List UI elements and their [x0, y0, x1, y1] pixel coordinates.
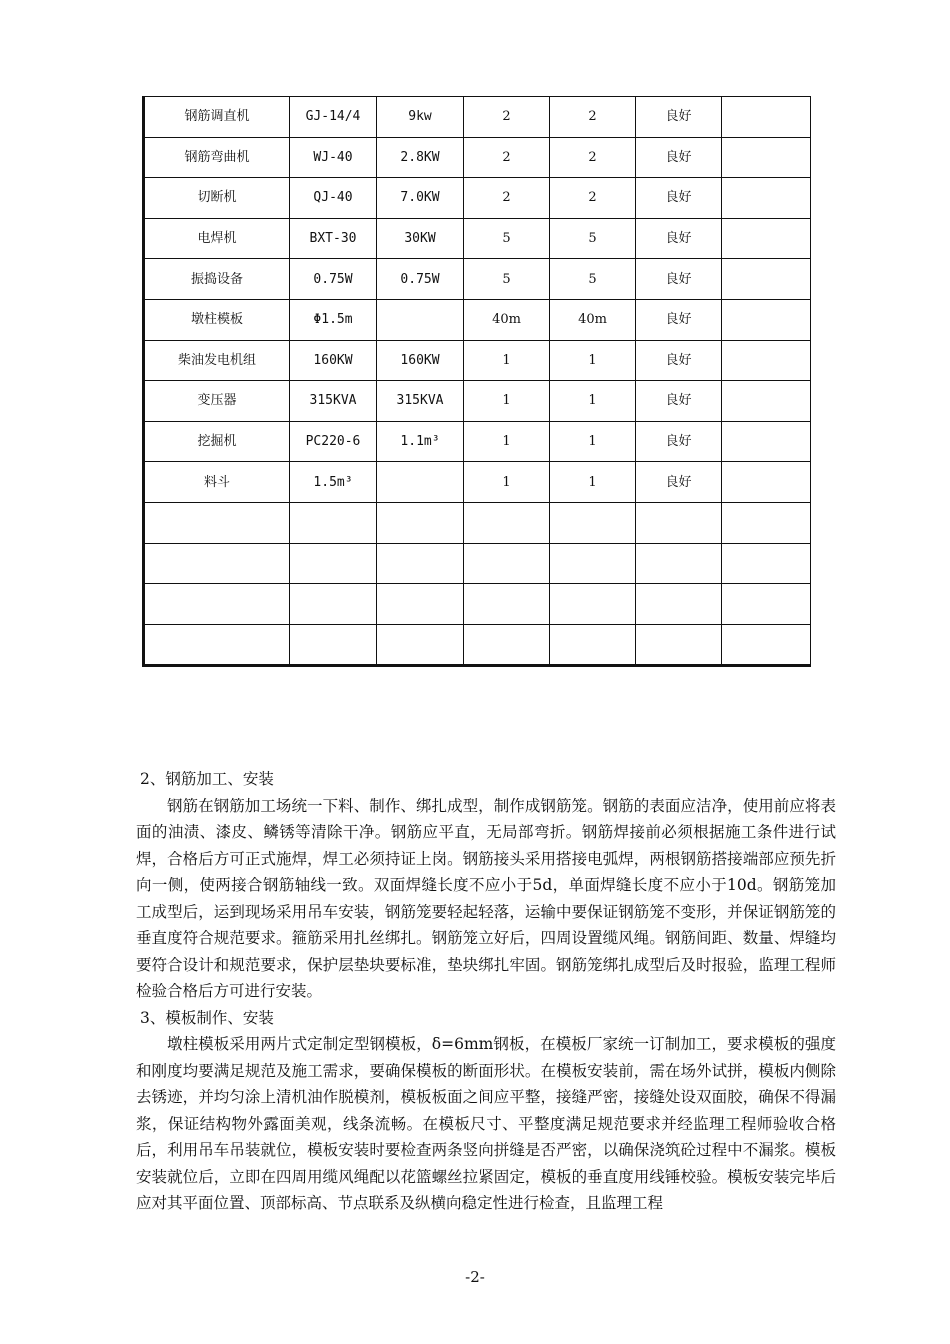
table-cell: [377, 462, 464, 503]
table-cell: QJ-40: [290, 178, 377, 219]
table-cell: 良好: [636, 299, 722, 340]
table-cell: PC220-6: [290, 421, 377, 462]
table-cell: 1: [464, 421, 550, 462]
table-cell: 良好: [636, 259, 722, 300]
table-cell: [722, 218, 811, 259]
table-cell: 柴油发电机组: [144, 340, 290, 381]
table-cell: [722, 299, 811, 340]
table-row: [144, 462, 811, 503]
table-cell: 5: [464, 259, 550, 300]
table-cell: [550, 502, 636, 543]
table-row: [144, 137, 811, 178]
table-cell: [464, 502, 550, 543]
table-cell: [722, 97, 811, 138]
table-cell: 料斗: [144, 462, 290, 503]
table-cell: [377, 299, 464, 340]
table-cell: [290, 502, 377, 543]
table-cell: 160KW: [290, 340, 377, 381]
table-cell: [722, 381, 811, 422]
table-cell: 墩柱模板: [144, 299, 290, 340]
table-row: [144, 218, 811, 259]
table-cell: 30KW: [377, 218, 464, 259]
table-cell: [377, 502, 464, 543]
table-cell: 1: [464, 381, 550, 422]
table-row: [144, 502, 811, 543]
table-cell: 良好: [636, 137, 722, 178]
table-row: [144, 97, 811, 138]
table-cell: 315KVA: [290, 381, 377, 422]
table-cell: 40m: [464, 299, 550, 340]
table-cell: [722, 340, 811, 381]
table-cell: 5: [550, 218, 636, 259]
table-cell: [144, 624, 290, 666]
section-paragraph-formwork: 墩柱模板采用两片式定制定型钢模板，δ=6mm钢板，在模板厂家统一订制加工，要求模板的强度和刚度均要满足规范及施工需求，要确保模板的断面形状。在模板安装前，需在场外试拼，模板内侧除去锈迹，并均匀涂上清机油作脱模剂，模板板面之间应平整，接缝严密，接缝处设双面胶，确保不得漏浆，保证结构物外露面美观，线条流畅。在模板尺寸、平整度满足规范要求并经监理工程师验收合格后，利用吊车吊装就位，模板安装时要检查两条竖向拼缝是否严密，以确保浇筑砼过程中不漏浆。模板安装就位后，立即在四周用缆风绳配以花篮螺丝拉紧固定，模板的垂直度用线锤校验。模板安装完毕后应对其平面位置、顶部标高、节点联系及纵横向稳定性进行检查，且监理工程: [136, 1035, 836, 1212]
table-cell: 挖掘机: [144, 421, 290, 462]
table-cell: 良好: [636, 421, 722, 462]
table-cell: [722, 584, 811, 625]
table-cell: [722, 259, 811, 300]
table-cell: 7.0KW: [377, 178, 464, 219]
table-cell: 5: [550, 259, 636, 300]
table-cell: 钢筋调直机: [144, 97, 290, 138]
table-cell: BXT-30: [290, 218, 377, 259]
table-cell: 9kw: [377, 97, 464, 138]
table-cell: [636, 543, 722, 584]
table-cell: 160KW: [377, 340, 464, 381]
table-row: [144, 421, 811, 462]
table-row: [144, 259, 811, 300]
table-cell: 2: [464, 97, 550, 138]
table-row: [144, 584, 811, 625]
table-row: [144, 299, 811, 340]
table-cell: [722, 462, 811, 503]
table-row: [144, 543, 811, 584]
table-cell: Φ1.5m: [290, 299, 377, 340]
table-cell: [290, 543, 377, 584]
table-cell: [722, 178, 811, 219]
table-cell: 良好: [636, 97, 722, 138]
table-row: [144, 381, 811, 422]
table-cell: [722, 543, 811, 584]
table-cell: [722, 137, 811, 178]
table-cell: [464, 543, 550, 584]
table-cell: 40m: [550, 299, 636, 340]
table-cell: [464, 624, 550, 666]
table-row: [144, 340, 811, 381]
table-cell: [290, 624, 377, 666]
table-cell: GJ-14/4: [290, 97, 377, 138]
table-cell: [464, 584, 550, 625]
table-cell: 2: [464, 137, 550, 178]
table-cell: 良好: [636, 381, 722, 422]
table-cell: 2: [550, 97, 636, 138]
table-cell: 315KVA: [377, 381, 464, 422]
section-heading-rebar: 2、钢筋加工、安装: [140, 770, 274, 788]
table-cell: 1.1m³: [377, 421, 464, 462]
table-cell: 1: [550, 340, 636, 381]
page-number: -2-: [465, 1268, 485, 1286]
table-cell: 0.75W: [377, 259, 464, 300]
table-cell: [144, 502, 290, 543]
section-heading-formwork: 3、模板制作、安装: [140, 1008, 274, 1027]
table-cell: [377, 624, 464, 666]
table-cell: 良好: [636, 462, 722, 503]
table-cell: 2: [550, 178, 636, 219]
table-cell: [290, 584, 377, 625]
body-text: [136, 766, 836, 1217]
table-cell: 良好: [636, 218, 722, 259]
table-cell: 电焊机: [144, 218, 290, 259]
table-cell: 1: [550, 421, 636, 462]
table-cell: [550, 543, 636, 584]
table-cell: 良好: [636, 178, 722, 219]
table-cell: [636, 624, 722, 666]
table-cell: [144, 584, 290, 625]
table-cell: [377, 584, 464, 625]
section-paragraph-rebar: 钢筋在钢筋加工场统一下料、制作、绑扎成型，制作成钢筋笼。钢筋的表面应洁净，使用前应将表面的油渍、漆皮、鳞锈等清除干净。钢筋应平直，无局部弯折。钢筋焊接前必须根据施工条件进行试焊，合格后方可正式施焊，焊工必须持证上岗。钢筋接头采用搭接电弧焊，两根钢筋搭接端部应预先折向一侧，使两接合钢筋轴线一致。双面焊缝长度不应小于5d，单面焊缝长度不应小于10d。钢筋笼加工成型后，运到现场采用吊车安装，钢筋笼要轻起轻落，运输中要保证钢筋笼不变形，并保证钢筋笼的垂直度符合规范要求。箍筋采用扎丝绑扎。钢筋笼立好后，四周设置缆风绳。钢筋间距、数量、焊缝均要符合设计和规范要求，保护层垫块要标准，垫块绑扎牢固。钢筋笼绑扎成型后及时报验，监理工程师检验合格后方可进行安装。: [136, 796, 836, 1000]
table-cell: [636, 584, 722, 625]
table-cell: [636, 502, 722, 543]
table-cell: 5: [464, 218, 550, 259]
table-cell: 振捣设备: [144, 259, 290, 300]
table-cell: 2: [550, 137, 636, 178]
table-cell: 良好: [636, 340, 722, 381]
table-cell: 切断机: [144, 178, 290, 219]
table-cell: 钢筋弯曲机: [144, 137, 290, 178]
table-cell: 2: [464, 178, 550, 219]
equipment-table: [142, 96, 811, 667]
table-cell: [550, 584, 636, 625]
table-cell: 1.5m³: [290, 462, 377, 503]
table-cell: [722, 502, 811, 543]
table-cell: 0.75W: [290, 259, 377, 300]
table-row: [144, 178, 811, 219]
table-cell: [722, 624, 811, 666]
table-cell: [550, 624, 636, 666]
table-cell: 变压器: [144, 381, 290, 422]
table-cell: 1: [464, 462, 550, 503]
table-cell: [144, 543, 290, 584]
table-cell: 1: [550, 381, 636, 422]
table-cell: WJ-40: [290, 137, 377, 178]
table-cell: 1: [550, 462, 636, 503]
table-cell: 1: [464, 340, 550, 381]
table-row: [144, 624, 811, 666]
equipment-table-body: [144, 97, 811, 666]
table-cell: [722, 421, 811, 462]
table-cell: 2.8KW: [377, 137, 464, 178]
table-cell: [377, 543, 464, 584]
